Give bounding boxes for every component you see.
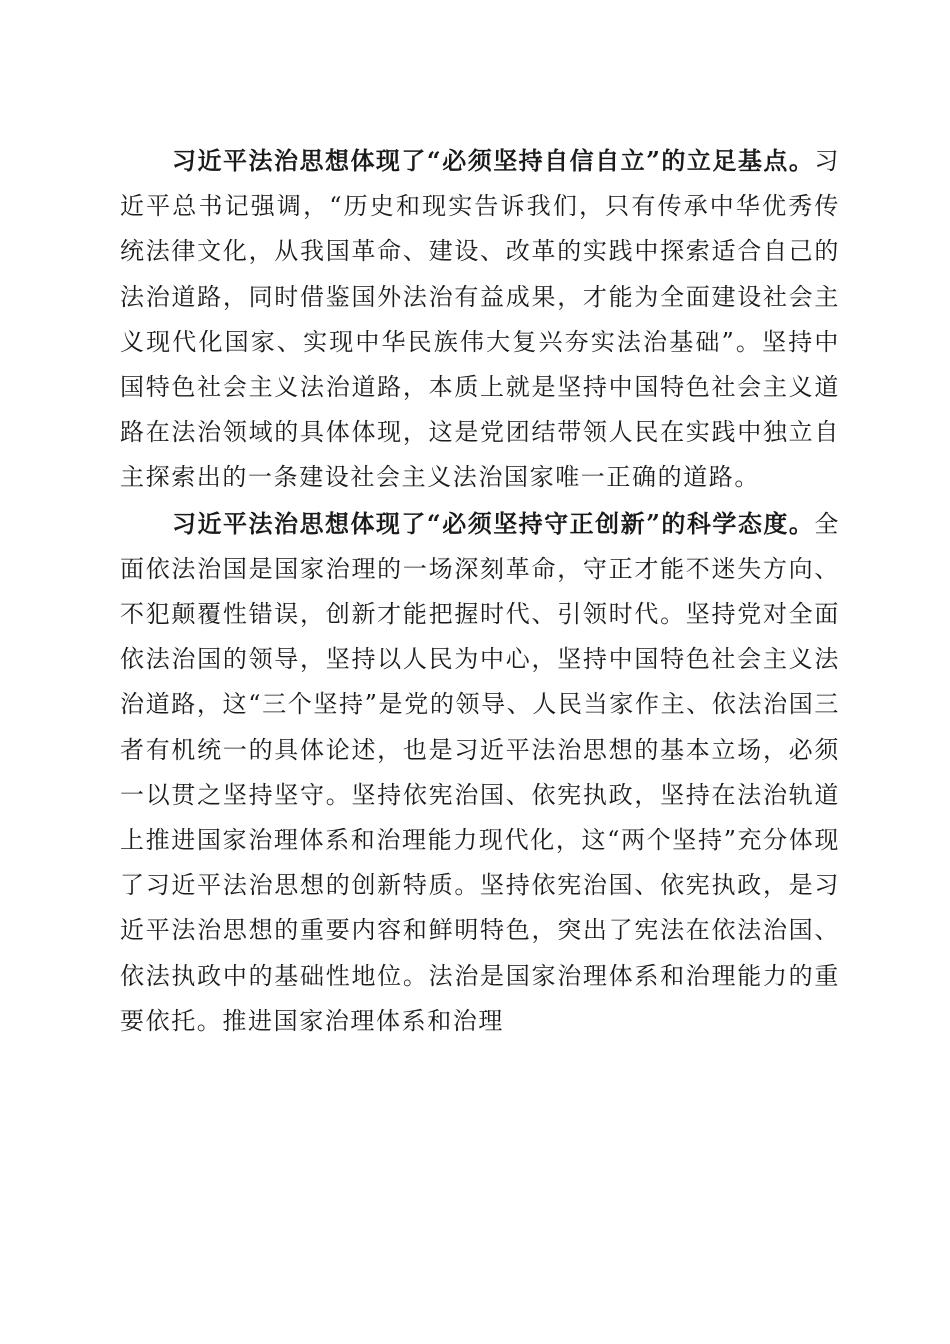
paragraph-2	[120, 501, 840, 1044]
paragraph-2-body: 全面依法治国是国家治理的一场深刻革命，守正才能不迷失方向、不犯颠覆性错误，创新才能把握时代、引领时代。坚持党对全面依法治国的领导，坚持以人民为中心，坚持中国特色社会主义法治道路，这“三个坚持”是党的领导、人民当家作主、依法治国三者有机统一的具体论述，也是习近平法治思想的基本立场，必须一以贯之坚持坚守。坚持依宪治国、依宪执政，坚持在法治轨道上推进国家治理体系和治理能力现代化，这“两个坚持”充分体现了习近平法治思想的创新特质。坚持依宪治国、依宪执政，是习近平法治思想的重要内容和鲜明特色，突出了宪法在依法治国、依法执政中的基础性地位。法治是国家治理体系和治理能力的重要依托。推进国家治理体系和治理	[120, 509, 840, 1035]
paragraph-1-body: 习近平总书记强调，“历史和现实告诉我们，只有传承中华优秀传统法律文化，从我国革命、建设、改革的实践中探索适合自己的法治道路，同时借鉴国外法治有益成果，才能为全面建设社会主义现代化国家、实现中华民族伟大复兴夯实法治基础”。坚持中国特色社会主义法治道路，本质上就是坚持中国特色社会主义道路在法治领域的具体体现，这是党团结带领人民在实践中独立自主探索出的一条建设社会主义法治国家唯一正确的道路。	[120, 147, 840, 492]
document-body	[120, 138, 840, 1044]
paragraph-2-lead: 习近平法治思想体现了“必须坚持守正创新”的科学态度。	[172, 508, 815, 538]
paragraph-1	[120, 138, 840, 501]
paragraph-1-lead: 习近平法治思想体现了“必须坚持自信自立”的立足基点。	[172, 146, 815, 175]
